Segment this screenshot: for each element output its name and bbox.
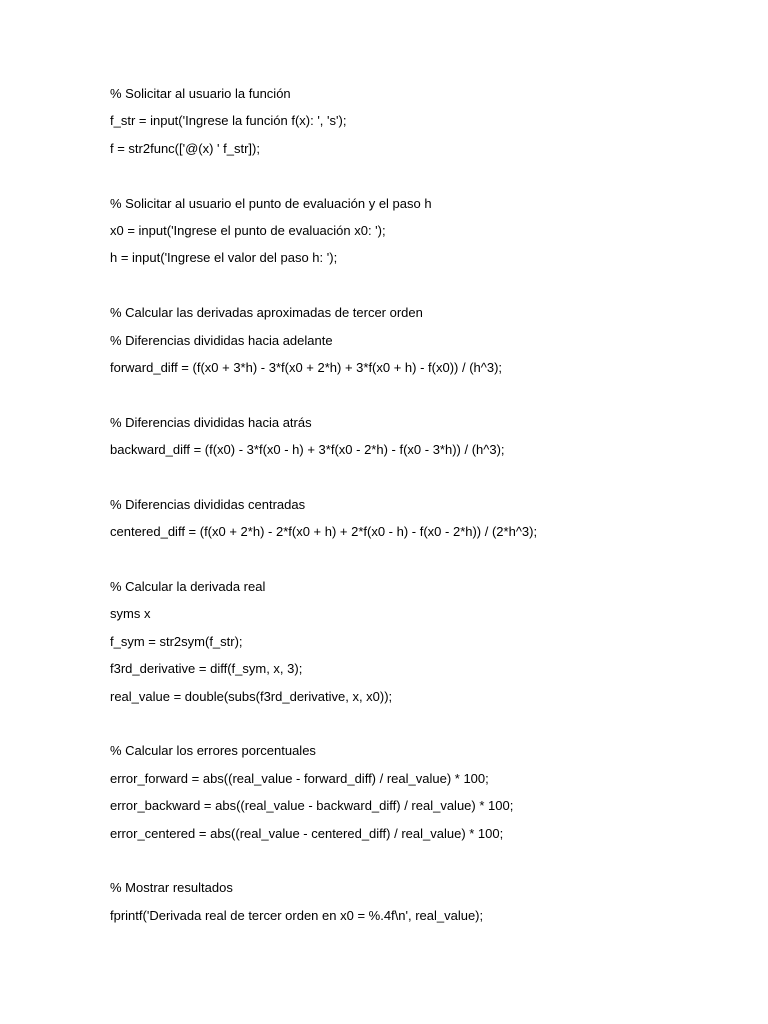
code-line: real_value = double(subs(f3rd_derivative, x, x0)); <box>110 688 393 704</box>
code-line: forward_diff = (f(x0 + 3*h) - 3*f(x0 + 2*h) + 3*f(x0 + h) - f(x0)) / (h^3); <box>110 359 503 375</box>
comment-line: % Solicitar al usuario el punto de evaluación y el paso h <box>110 195 432 211</box>
code-line: f_str = input('Ingrese la función f(x): ', 's'); <box>110 113 347 129</box>
blank-line <box>110 166 750 193</box>
code-line: fprintf('Derivada real de tercer orden en x0 = %.4f\n', real_value); <box>110 907 484 923</box>
code-line: f = str2func(['@(x) ' f_str]); <box>110 140 260 156</box>
comment-line: % Mostrar resultados <box>110 880 233 896</box>
code-line: backward_diff = (f(x0) - 3*f(x0 - h) + 3*f(x0 - 2*h) - f(x0 - 3*h)) / (h^3); <box>110 442 505 458</box>
code-line: error_forward = abs((real_value - forward_diff) / real_value) * 100; <box>110 770 489 786</box>
comment-line: % Calcular las derivadas aproximadas de tercer orden <box>110 305 423 321</box>
code-line: x0 = input('Ingrese el punto de evaluación x0: '); <box>110 222 386 238</box>
code-line: h = input('Ingrese el valor del paso h: '); <box>110 250 338 266</box>
comment-line: % Diferencias divididas hacia atrás <box>110 414 312 430</box>
code-line: f3rd_derivative = diff(f_sym, x, 3); <box>110 661 303 677</box>
blank-line <box>110 385 750 412</box>
blank-line <box>110 467 750 494</box>
code-line: error_centered = abs((real_value - centered_diff) / real_value) * 100; <box>110 825 504 841</box>
blank-line <box>110 714 750 741</box>
code-line: syms x <box>110 606 151 622</box>
blank-line <box>110 851 750 878</box>
comment-line: % Diferencias divididas centradas <box>110 496 306 512</box>
code-line: f_sym = str2sym(f_str); <box>110 633 243 649</box>
comment-line: % Diferencias divididas hacia adelante <box>110 332 333 348</box>
code-text-block <box>110 84 750 933</box>
comment-line: % Calcular los errores porcentuales <box>110 743 316 759</box>
code-line: error_backward = abs((real_value - backward_diff) / real_value) * 100; <box>110 798 514 814</box>
blank-line <box>110 276 750 303</box>
code-line: centered_diff = (f(x0 + 2*h) - 2*f(x0 + h) + 2*f(x0 - h) - f(x0 - 2*h)) / (2*h^3); <box>110 524 538 540</box>
comment-line: % Calcular la derivada real <box>110 579 266 595</box>
comment-line: % Solicitar al usuario la función <box>110 86 291 101</box>
blank-line <box>110 550 750 577</box>
